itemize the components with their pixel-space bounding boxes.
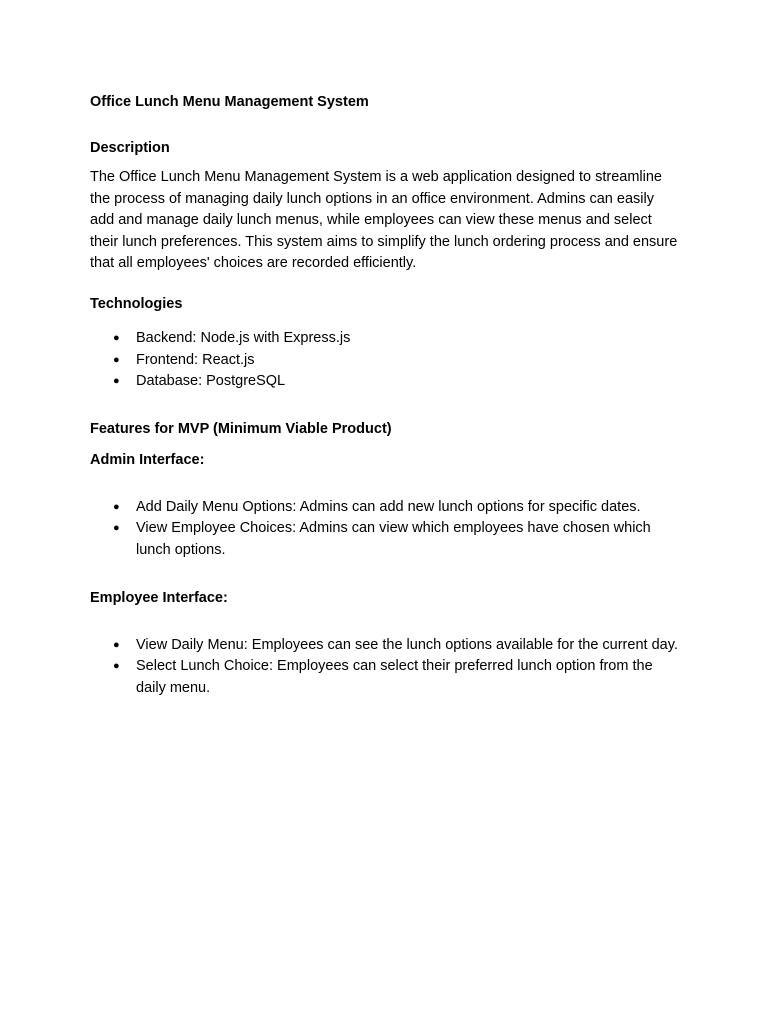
list-item (90, 371, 680, 393)
features-heading: Features for MVP (Minimum Viable Product) (90, 420, 392, 437)
list-item (90, 518, 680, 561)
list-item (90, 656, 680, 699)
bullet-icon: ● (113, 500, 120, 513)
list-item-text: Database: PostgreSQL (136, 373, 286, 389)
admin-features-list (90, 497, 680, 562)
document-title: Office Lunch Menu Management System (90, 94, 369, 110)
bullet-icon: ● (113, 353, 120, 366)
list-item-text: Add Daily Menu Options: Admins can add new lunch options for specific dates. (136, 498, 641, 515)
document-body (90, 92, 680, 699)
list-item-text: Backend: Node.js with Express.js (136, 330, 351, 346)
bullet-icon: ● (113, 638, 120, 651)
description-paragraph: The Office Lunch Menu Management System is a web application designed to streamline the process of managing daily lunch options in an office environment. Admins can easily add and manage daily lunch menus, while employees can view these menus and select their lunch preferences. This system aims to simplify the lunch ordering process and ensure that all employees' choices are recorded efficiently. (90, 169, 678, 271)
employee-features-list (90, 635, 680, 700)
description-heading: Description (90, 139, 170, 156)
bullet-icon: ● (113, 332, 120, 344)
bullet-icon: ● (113, 375, 120, 387)
bullet-icon: ● (113, 522, 120, 534)
technologies-heading: Technologies (90, 295, 183, 312)
admin-interface-heading: Admin Interface: (90, 452, 205, 468)
list-item-text: View Employee Choices: Admins can view which employees have chosen which lunch options. (136, 520, 651, 558)
bullet-icon: ● (113, 660, 120, 672)
list-item-text: Frontend: React.js (136, 351, 255, 368)
list-item (90, 328, 680, 350)
list-item-text: Select Lunch Choice: Employees can select their preferred lunch option from the daily menu. (136, 658, 653, 696)
technologies-list (90, 328, 680, 393)
list-item-text: View Daily Menu: Employees can see the lunch options available for the current day. (136, 636, 678, 653)
employee-interface-heading: Employee Interface: (90, 590, 228, 606)
list-item (90, 635, 680, 657)
list-item (90, 497, 680, 519)
list-item (90, 350, 680, 372)
